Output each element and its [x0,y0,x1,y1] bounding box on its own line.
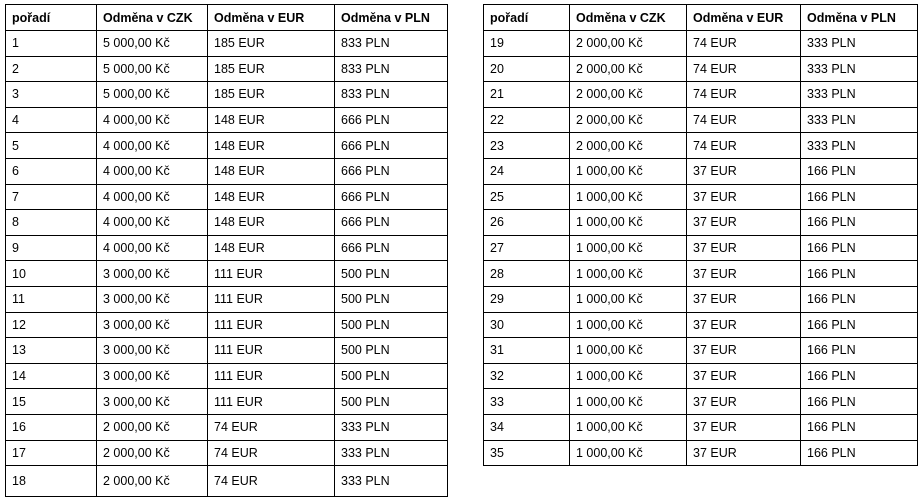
cell-rank: 20 [484,56,570,82]
cell-rank: 5 [6,133,97,159]
cell-pln: 166 PLN [801,414,918,440]
cell-czk: 1 000,00 Kč [570,158,687,184]
cell-eur: 74 EUR [687,31,801,57]
cell-pln: 166 PLN [801,312,918,338]
cell-eur: 37 EUR [687,389,801,415]
cell-eur: 111 EUR [208,261,335,287]
table-row [6,466,448,497]
cell-eur: 37 EUR [687,440,801,466]
cell-eur: 37 EUR [687,184,801,210]
cell-eur: 37 EUR [687,312,801,338]
header-rank: pořadí [6,5,97,31]
cell-pln: 500 PLN [335,286,448,312]
table-row [484,286,918,312]
prize-table-left [5,4,448,497]
table-row [484,338,918,364]
cell-rank: 15 [6,389,97,415]
cell-pln: 166 PLN [801,363,918,389]
cell-pln: 500 PLN [335,312,448,338]
cell-eur: 74 EUR [687,133,801,159]
cell-eur: 111 EUR [208,312,335,338]
cell-czk: 1 000,00 Kč [570,389,687,415]
cell-rank: 32 [484,363,570,389]
cell-rank: 29 [484,286,570,312]
cell-rank: 22 [484,107,570,133]
table-body-right [484,31,918,466]
header-eur: Odměna v EUR [208,5,335,31]
cell-czk: 5 000,00 Kč [97,31,208,57]
cell-rank: 6 [6,158,97,184]
cell-eur: 148 EUR [208,107,335,133]
cell-pln: 666 PLN [335,184,448,210]
cell-czk: 1 000,00 Kč [570,286,687,312]
table-row [484,261,918,287]
table-row [484,235,918,261]
table-row [484,184,918,210]
table-row [6,414,448,440]
cell-pln: 166 PLN [801,440,918,466]
cell-eur: 37 EUR [687,363,801,389]
cell-czk: 4 000,00 Kč [97,235,208,261]
cell-czk: 2 000,00 Kč [97,440,208,466]
table-row [484,133,918,159]
cell-pln: 500 PLN [335,389,448,415]
cell-rank: 13 [6,338,97,364]
cell-czk: 2 000,00 Kč [570,31,687,57]
cell-eur: 37 EUR [687,286,801,312]
cell-czk: 2 000,00 Kč [570,107,687,133]
table-row [6,261,448,287]
cell-czk: 1 000,00 Kč [570,440,687,466]
table-row [484,440,918,466]
cell-eur: 37 EUR [687,158,801,184]
table-row [6,107,448,133]
cell-eur: 74 EUR [687,56,801,82]
cell-pln: 166 PLN [801,235,918,261]
cell-rank: 21 [484,82,570,108]
cell-pln: 333 PLN [801,133,918,159]
cell-czk: 1 000,00 Kč [570,338,687,364]
cell-rank: 25 [484,184,570,210]
cell-rank: 1 [6,31,97,57]
header-czk: Odměna v CZK [570,5,687,31]
table-row [484,56,918,82]
cell-eur: 111 EUR [208,286,335,312]
cell-czk: 3 000,00 Kč [97,363,208,389]
cell-rank: 23 [484,133,570,159]
cell-eur: 37 EUR [687,338,801,364]
table-row [6,56,448,82]
cell-czk: 2 000,00 Kč [570,82,687,108]
cell-rank: 9 [6,235,97,261]
cell-rank: 30 [484,312,570,338]
cell-czk: 4 000,00 Kč [97,158,208,184]
cell-czk: 3 000,00 Kč [97,338,208,364]
cell-eur: 148 EUR [208,235,335,261]
cell-rank: 7 [6,184,97,210]
cell-pln: 500 PLN [335,338,448,364]
table-row [6,286,448,312]
cell-pln: 333 PLN [801,107,918,133]
cell-rank: 14 [6,363,97,389]
cell-czk: 5 000,00 Kč [97,56,208,82]
table-row [484,31,918,57]
cell-eur: 185 EUR [208,31,335,57]
cell-eur: 111 EUR [208,389,335,415]
cell-pln: 500 PLN [335,363,448,389]
table-row [6,133,448,159]
cell-czk: 3 000,00 Kč [97,312,208,338]
table-row [484,389,918,415]
cell-pln: 666 PLN [335,210,448,236]
cell-czk: 4 000,00 Kč [97,184,208,210]
table-row [484,312,918,338]
cell-rank: 17 [6,440,97,466]
cell-czk: 1 000,00 Kč [570,235,687,261]
table-row [6,158,448,184]
table-row [6,82,448,108]
cell-pln: 166 PLN [801,261,918,287]
cell-pln: 166 PLN [801,158,918,184]
cell-pln: 833 PLN [335,82,448,108]
cell-pln: 333 PLN [801,82,918,108]
table-row [484,210,918,236]
cell-pln: 833 PLN [335,31,448,57]
table-row [6,363,448,389]
cell-pln: 166 PLN [801,184,918,210]
cell-rank: 16 [6,414,97,440]
cell-pln: 333 PLN [335,414,448,440]
cell-czk: 1 000,00 Kč [570,363,687,389]
cell-czk: 1 000,00 Kč [570,261,687,287]
cell-eur: 148 EUR [208,158,335,184]
cell-czk: 1 000,00 Kč [570,414,687,440]
cell-czk: 3 000,00 Kč [97,286,208,312]
cell-rank: 27 [484,235,570,261]
cell-czk: 4 000,00 Kč [97,133,208,159]
cell-eur: 37 EUR [687,414,801,440]
cell-pln: 166 PLN [801,210,918,236]
cell-czk: 1 000,00 Kč [570,210,687,236]
header-czk: Odměna v CZK [97,5,208,31]
cell-eur: 74 EUR [687,107,801,133]
header-pln: Odměna v PLN [335,5,448,31]
table-row [6,210,448,236]
table-row [6,312,448,338]
cell-pln: 333 PLN [801,56,918,82]
cell-eur: 148 EUR [208,133,335,159]
table-row [6,235,448,261]
cell-rank: 26 [484,210,570,236]
cell-czk: 5 000,00 Kč [97,82,208,108]
cell-rank: 33 [484,389,570,415]
cell-rank: 18 [6,466,97,497]
cell-rank: 24 [484,158,570,184]
cell-eur: 37 EUR [687,210,801,236]
cell-rank: 31 [484,338,570,364]
table-row [484,363,918,389]
cell-czk: 2 000,00 Kč [570,133,687,159]
table-row [6,31,448,57]
cell-czk: 2 000,00 Kč [97,466,208,497]
cell-czk: 1 000,00 Kč [570,184,687,210]
table-row [484,82,918,108]
cell-rank: 34 [484,414,570,440]
cell-pln: 500 PLN [335,261,448,287]
cell-rank: 28 [484,261,570,287]
table-row [484,414,918,440]
table-header-row [6,5,448,31]
cell-eur: 74 EUR [208,466,335,497]
table-row [6,338,448,364]
cell-eur: 74 EUR [687,82,801,108]
table-row [484,107,918,133]
cell-czk: 3 000,00 Kč [97,261,208,287]
cell-rank: 8 [6,210,97,236]
table-body-left [6,31,448,497]
cell-eur: 185 EUR [208,56,335,82]
cell-eur: 74 EUR [208,440,335,466]
table-row [6,389,448,415]
cell-rank: 3 [6,82,97,108]
table-row [484,158,918,184]
cell-rank: 2 [6,56,97,82]
cell-pln: 333 PLN [801,31,918,57]
cell-czk: 2 000,00 Kč [570,56,687,82]
cell-pln: 166 PLN [801,338,918,364]
cell-eur: 37 EUR [687,235,801,261]
header-eur: Odměna v EUR [687,5,801,31]
cell-rank: 19 [484,31,570,57]
header-rank: pořadí [484,5,570,31]
cell-pln: 833 PLN [335,56,448,82]
cell-rank: 12 [6,312,97,338]
prize-table-right [483,4,918,466]
cell-pln: 333 PLN [335,440,448,466]
cell-eur: 185 EUR [208,82,335,108]
cell-eur: 148 EUR [208,184,335,210]
cell-rank: 11 [6,286,97,312]
cell-eur: 37 EUR [687,261,801,287]
cell-pln: 166 PLN [801,389,918,415]
cell-pln: 666 PLN [335,235,448,261]
cell-rank: 35 [484,440,570,466]
table-row [6,440,448,466]
cell-pln: 666 PLN [335,107,448,133]
cell-eur: 148 EUR [208,210,335,236]
cell-czk: 3 000,00 Kč [97,389,208,415]
cell-pln: 666 PLN [335,133,448,159]
cell-czk: 4 000,00 Kč [97,210,208,236]
cell-rank: 4 [6,107,97,133]
cell-pln: 166 PLN [801,286,918,312]
cell-pln: 333 PLN [335,466,448,497]
cell-czk: 1 000,00 Kč [570,312,687,338]
cell-eur: 111 EUR [208,338,335,364]
header-pln: Odměna v PLN [801,5,918,31]
cell-rank: 10 [6,261,97,287]
table-header-row [484,5,918,31]
cell-eur: 74 EUR [208,414,335,440]
cell-czk: 2 000,00 Kč [97,414,208,440]
cell-czk: 4 000,00 Kč [97,107,208,133]
cell-eur: 111 EUR [208,363,335,389]
cell-pln: 666 PLN [335,158,448,184]
table-row [6,184,448,210]
